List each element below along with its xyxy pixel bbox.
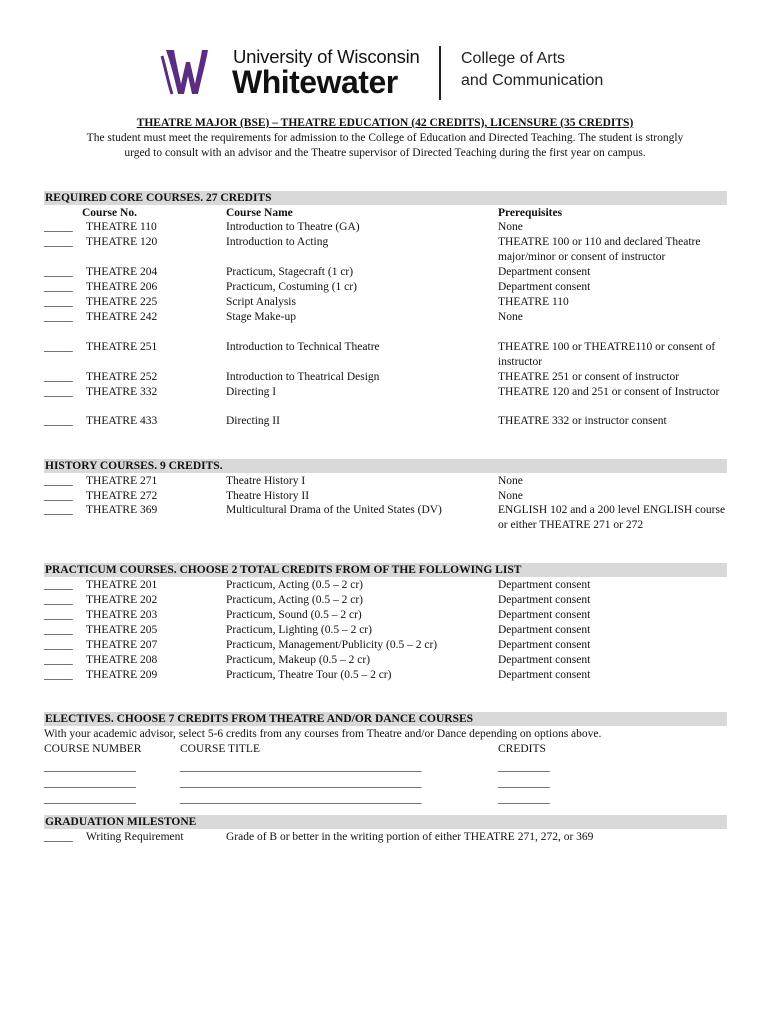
university-name-line1: University of Wisconsin xyxy=(233,46,420,67)
course-number: THEATRE 252 xyxy=(86,371,158,383)
college-name-line1: College of Arts xyxy=(461,50,566,67)
electives-col-credits: CREDITS xyxy=(498,743,546,755)
course-prereq: None xyxy=(498,221,523,233)
elective-credits-field[interactable]: _________ xyxy=(498,761,550,773)
checkbox-blank[interactable]: _____ xyxy=(44,579,73,591)
checkbox-blank[interactable]: _____ xyxy=(44,281,73,293)
checkbox-blank[interactable]: _____ xyxy=(44,296,73,308)
elective-title-field[interactable]: __________________________________________ xyxy=(180,777,422,789)
graduation-section-heading: GRADUATION MILESTONE xyxy=(44,815,727,829)
checkbox-blank[interactable]: _____ xyxy=(44,311,73,323)
course-prereq: THEATRE 110 xyxy=(498,296,569,308)
checkbox-blank[interactable]: _____ xyxy=(44,266,73,278)
course-name: Practicum, Stagecraft (1 cr) xyxy=(226,266,354,278)
checkbox-blank[interactable]: _____ xyxy=(44,341,73,353)
checkbox-blank[interactable]: _____ xyxy=(44,594,73,606)
course-number: THEATRE 120 xyxy=(86,236,158,248)
course-number: THEATRE 201 xyxy=(86,579,158,591)
course-prereq: Department consent xyxy=(498,594,591,606)
course-name: Practicum, Sound (0.5 – 2 cr) xyxy=(226,609,362,621)
history-section-heading: HISTORY COURSES. 9 CREDITS. xyxy=(44,459,727,473)
checkbox-blank[interactable]: _____ xyxy=(44,654,73,666)
course-name: Multicultural Drama of the United States (DV) xyxy=(226,504,442,516)
course-name: Introduction to Theatre (GA) xyxy=(226,221,360,233)
course-name: Directing II xyxy=(226,415,280,427)
course-number: THEATRE 203 xyxy=(86,609,158,621)
checkbox-blank[interactable]: _____ xyxy=(44,639,73,651)
course-prereq: None xyxy=(498,490,523,502)
course-name: Directing I xyxy=(226,386,277,398)
course-number: THEATRE 242 xyxy=(86,311,158,323)
elective-number-field[interactable]: ________________ xyxy=(44,777,136,789)
elective-number-field[interactable]: ________________ xyxy=(44,761,136,773)
course-number: THEATRE 433 xyxy=(86,415,158,427)
course-name: Stage Make-up xyxy=(226,311,296,323)
course-name: Practicum, Makeup (0.5 – 2 cr) xyxy=(226,654,371,666)
course-name: Introduction to Theatrical Design xyxy=(226,371,380,383)
checkbox-blank[interactable]: _____ xyxy=(44,624,73,636)
uw-logo-icon xyxy=(160,46,210,98)
intro-line1: The student must meet the requirements for admission to the College of Education and Directed Teaching. The student is strongly xyxy=(86,132,684,144)
course-name: Practicum, Acting (0.5 – 2 cr) xyxy=(226,594,364,606)
course-prereq: THEATRE 332 or instructor consent xyxy=(498,415,667,427)
header-divider xyxy=(439,46,441,100)
university-name-line2: Whitewater xyxy=(232,64,398,100)
course-prereq: Department consent xyxy=(498,266,591,278)
course-name: Introduction to Technical Theatre xyxy=(226,341,380,353)
course-prereq: Department consent xyxy=(498,639,591,651)
course-number: THEATRE 206 xyxy=(86,281,158,293)
intro-line2: urged to consult with an advisor and the Theatre supervisor of Directed Teaching during the first year on campus. xyxy=(124,147,646,159)
checkbox-blank[interactable]: _____ xyxy=(44,221,73,233)
checkbox-blank[interactable]: _____ xyxy=(44,386,73,398)
elective-number-field[interactable]: ________________ xyxy=(44,793,136,805)
checkbox-blank[interactable]: _____ xyxy=(44,831,73,843)
course-name: Practicum, Lighting (0.5 – 2 cr) xyxy=(226,624,372,636)
course-number: THEATRE 272 xyxy=(86,490,158,502)
course-number: THEATRE 271 xyxy=(86,475,158,487)
milestone-item: Writing Requirement xyxy=(86,831,184,843)
electives-col-number: COURSE NUMBER xyxy=(44,743,142,755)
course-prereq: Department consent xyxy=(498,654,591,666)
course-prereq: THEATRE 251 or consent of instructor xyxy=(498,371,680,383)
course-number: THEATRE 207 xyxy=(86,639,158,651)
college-name-line2: and Communication xyxy=(461,72,604,89)
electives-col-title: COURSE TITLE xyxy=(180,743,260,755)
course-prereq: THEATRE 120 and 251 or consent of Instructor xyxy=(498,386,720,398)
course-number: THEATRE 369 xyxy=(86,504,158,516)
checkbox-blank[interactable]: _____ xyxy=(44,415,73,427)
course-name: Script Analysis xyxy=(226,296,296,308)
course-number: THEATRE 208 xyxy=(86,654,158,666)
document-title: THEATRE MAJOR (BSE) – THEATRE EDUCATION (42 CREDITS), LICENSURE (35 CREDITS) xyxy=(136,117,634,129)
checkbox-blank[interactable]: _____ xyxy=(44,504,73,516)
course-name: Theatre History I xyxy=(226,475,306,487)
course-name: Introduction to Acting xyxy=(226,236,329,248)
course-name: Practicum, Management/Publicity (0.5 – 2 cr) xyxy=(226,639,438,651)
course-prereq: ENGLISH 102 and a 200 level ENGLISH course or either THEATRE 271 or 272 xyxy=(498,504,726,531)
course-prereq: Department consent xyxy=(498,579,591,591)
course-prereq: Department consent xyxy=(498,669,591,681)
elective-title-field[interactable]: __________________________________________ xyxy=(180,761,422,773)
course-number: THEATRE 202 xyxy=(86,594,158,606)
elective-title-field[interactable]: __________________________________________ xyxy=(180,793,422,805)
checkbox-blank[interactable]: _____ xyxy=(44,371,73,383)
university-header xyxy=(160,44,620,104)
course-number: THEATRE 209 xyxy=(86,669,158,681)
core-col-prereq: Prerequisites xyxy=(498,207,563,219)
course-name: Practicum, Costuming (1 cr) xyxy=(226,281,357,293)
electives-note: With your academic advisor, select 5-6 credits from any courses from Theatre and/or Dance depending on options above. xyxy=(44,728,602,740)
course-number: THEATRE 225 xyxy=(86,296,158,308)
core-col-number: Course No. xyxy=(82,207,137,219)
course-prereq: THEATRE 100 or 110 and declared Theatre major/minor or consent of instructor xyxy=(498,236,701,263)
electives-section-heading: ELECTIVES. CHOOSE 7 CREDITS FROM THEATRE AND/OR DANCE COURSES xyxy=(44,712,727,726)
course-number: THEATRE 251 xyxy=(86,341,158,353)
course-name: Theatre History II xyxy=(226,490,310,502)
course-number: THEATRE 204 xyxy=(86,266,158,278)
checkbox-blank[interactable]: _____ xyxy=(44,236,73,248)
course-prereq: None xyxy=(498,475,523,487)
course-number: THEATRE 110 xyxy=(86,221,157,233)
course-prereq: None xyxy=(498,311,523,323)
course-name: Practicum, Acting (0.5 – 2 cr) xyxy=(226,579,364,591)
intro-paragraph xyxy=(40,131,730,161)
core-section-heading: REQUIRED CORE COURSES. 27 CREDITS xyxy=(44,191,727,205)
elective-credits-field[interactable]: _________ xyxy=(498,777,550,789)
checkbox-blank[interactable]: _____ xyxy=(44,490,73,502)
checkbox-blank[interactable]: _____ xyxy=(44,475,73,487)
course-prereq: Department consent xyxy=(498,609,591,621)
core-col-name: Course Name xyxy=(226,207,293,219)
course-prereq: Department consent xyxy=(498,281,591,293)
course-name: Practicum, Theatre Tour (0.5 – 2 cr) xyxy=(226,669,392,681)
course-prereq: Department consent xyxy=(498,624,591,636)
practicum-section-heading: PRACTICUM COURSES. CHOOSE 2 TOTAL CREDITS FROM OF THE FOLLOWING LIST xyxy=(44,563,727,577)
course-number: THEATRE 332 xyxy=(86,386,158,398)
checkbox-blank[interactable]: _____ xyxy=(44,609,73,621)
elective-credits-field[interactable]: _________ xyxy=(498,793,550,805)
course-number: THEATRE 205 xyxy=(86,624,158,636)
course-prereq: THEATRE 100 or THEATRE110 or consent of instructor xyxy=(498,341,716,368)
milestone-requirement: Grade of B or better in the writing portion of either THEATRE 271, 272, or 369 xyxy=(226,831,594,843)
checkbox-blank[interactable]: _____ xyxy=(44,669,73,681)
